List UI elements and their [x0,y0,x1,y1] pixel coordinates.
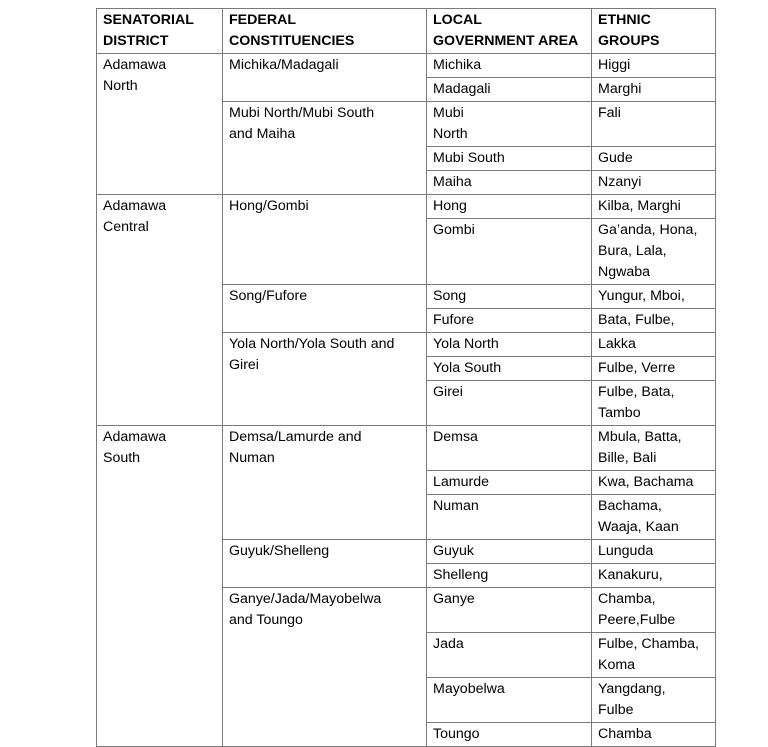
ethnic-cell: Fulbe, Chamba, Koma [592,633,716,678]
ethnic-cell: Chamba [592,723,716,747]
ethnic-cell: Kilba, Marghi [592,195,716,219]
ethnic-cell: Marghi [592,78,716,102]
lga-cell: Numan [427,495,592,540]
ethnic-cell: Gude [592,147,716,171]
constituency-table [96,8,716,747]
constituency-cell: Mubi North/Mubi South and Maiha [223,102,427,195]
ethnic-cell: Lunguda [592,540,716,564]
table-row [97,426,716,471]
ethnic-cell: Bachama, Waaja, Kaan [592,495,716,540]
lga-cell: Demsa [427,426,592,471]
constituency-cell: Michika/Madagali [223,54,427,102]
ethnic-cell: Kanakuru, [592,564,716,588]
ethnic-cell: Fali [592,102,716,147]
ethnic-cell: Higgi [592,54,716,78]
lga-cell: Mubi North [427,102,592,147]
lga-cell: Gombi [427,219,592,285]
lga-cell: Song [427,285,592,309]
constituency-cell: Song/Fufore [223,285,427,333]
ethnic-cell: Kwa, Bachama [592,471,716,495]
lga-cell: Jada [427,633,592,678]
ethnic-cell: Chamba, Peere,Fulbe [592,588,716,633]
lga-cell: Maiha [427,171,592,195]
constituency-cell: Demsa/Lamurde and Numan [223,426,427,540]
lga-cell: Girei [427,381,592,426]
lga-cell: Toungo [427,723,592,747]
lga-cell: Guyuk [427,540,592,564]
header-local-government-area: LOCAL GOVERNMENT AREA [427,9,592,54]
lga-cell: Ganye [427,588,592,633]
ethnic-cell: Yangdang, Fulbe [592,678,716,723]
lga-cell: Lamurde [427,471,592,495]
constituency-cell: Yola North/Yola South and Girei [223,333,427,426]
constituency-cell: Hong/Gombi [223,195,427,285]
ethnic-cell: Bata, Fulbe, [592,309,716,333]
ethnic-cell: Mbula, Batta, Bille, Bali [592,426,716,471]
header-ethnic-groups: ETHNIC GROUPS [592,9,716,54]
lga-cell: Fufore [427,309,592,333]
district-cell-central: Adamawa Central [97,195,223,426]
ethnic-cell: Fulbe, Verre [592,357,716,381]
lga-cell: Hong [427,195,592,219]
constituency-cell: Guyuk/Shelleng [223,540,427,588]
district-cell-north: Adamawa North [97,54,223,195]
ethnic-cell: Fulbe, Bata, Tambo [592,381,716,426]
lga-cell: Shelleng [427,564,592,588]
table-row [97,54,716,78]
district-cell-south: Adamawa South [97,426,223,747]
header-federal-constituencies: FEDERAL CONSTITUENCIES [223,9,427,54]
ethnic-cell: Lakka [592,333,716,357]
lga-cell: Yola North [427,333,592,357]
lga-cell: Mayobelwa [427,678,592,723]
ethnic-cell: Ga’anda, Hona, Bura, Lala, Ngwaba [592,219,716,285]
ethnic-cell: Nzanyi [592,171,716,195]
header-senatorial-district: SENATORIAL DISTRICT [97,9,223,54]
table-row [97,195,716,219]
ethnic-cell: Yungur, Mboi, [592,285,716,309]
lga-cell: Michika [427,54,592,78]
lga-cell: Madagali [427,78,592,102]
lga-cell: Yola South [427,357,592,381]
constituency-cell: Ganye/Jada/Mayobelwa and Toungo [223,588,427,747]
lga-cell: Mubi South [427,147,592,171]
header-row [97,9,716,54]
